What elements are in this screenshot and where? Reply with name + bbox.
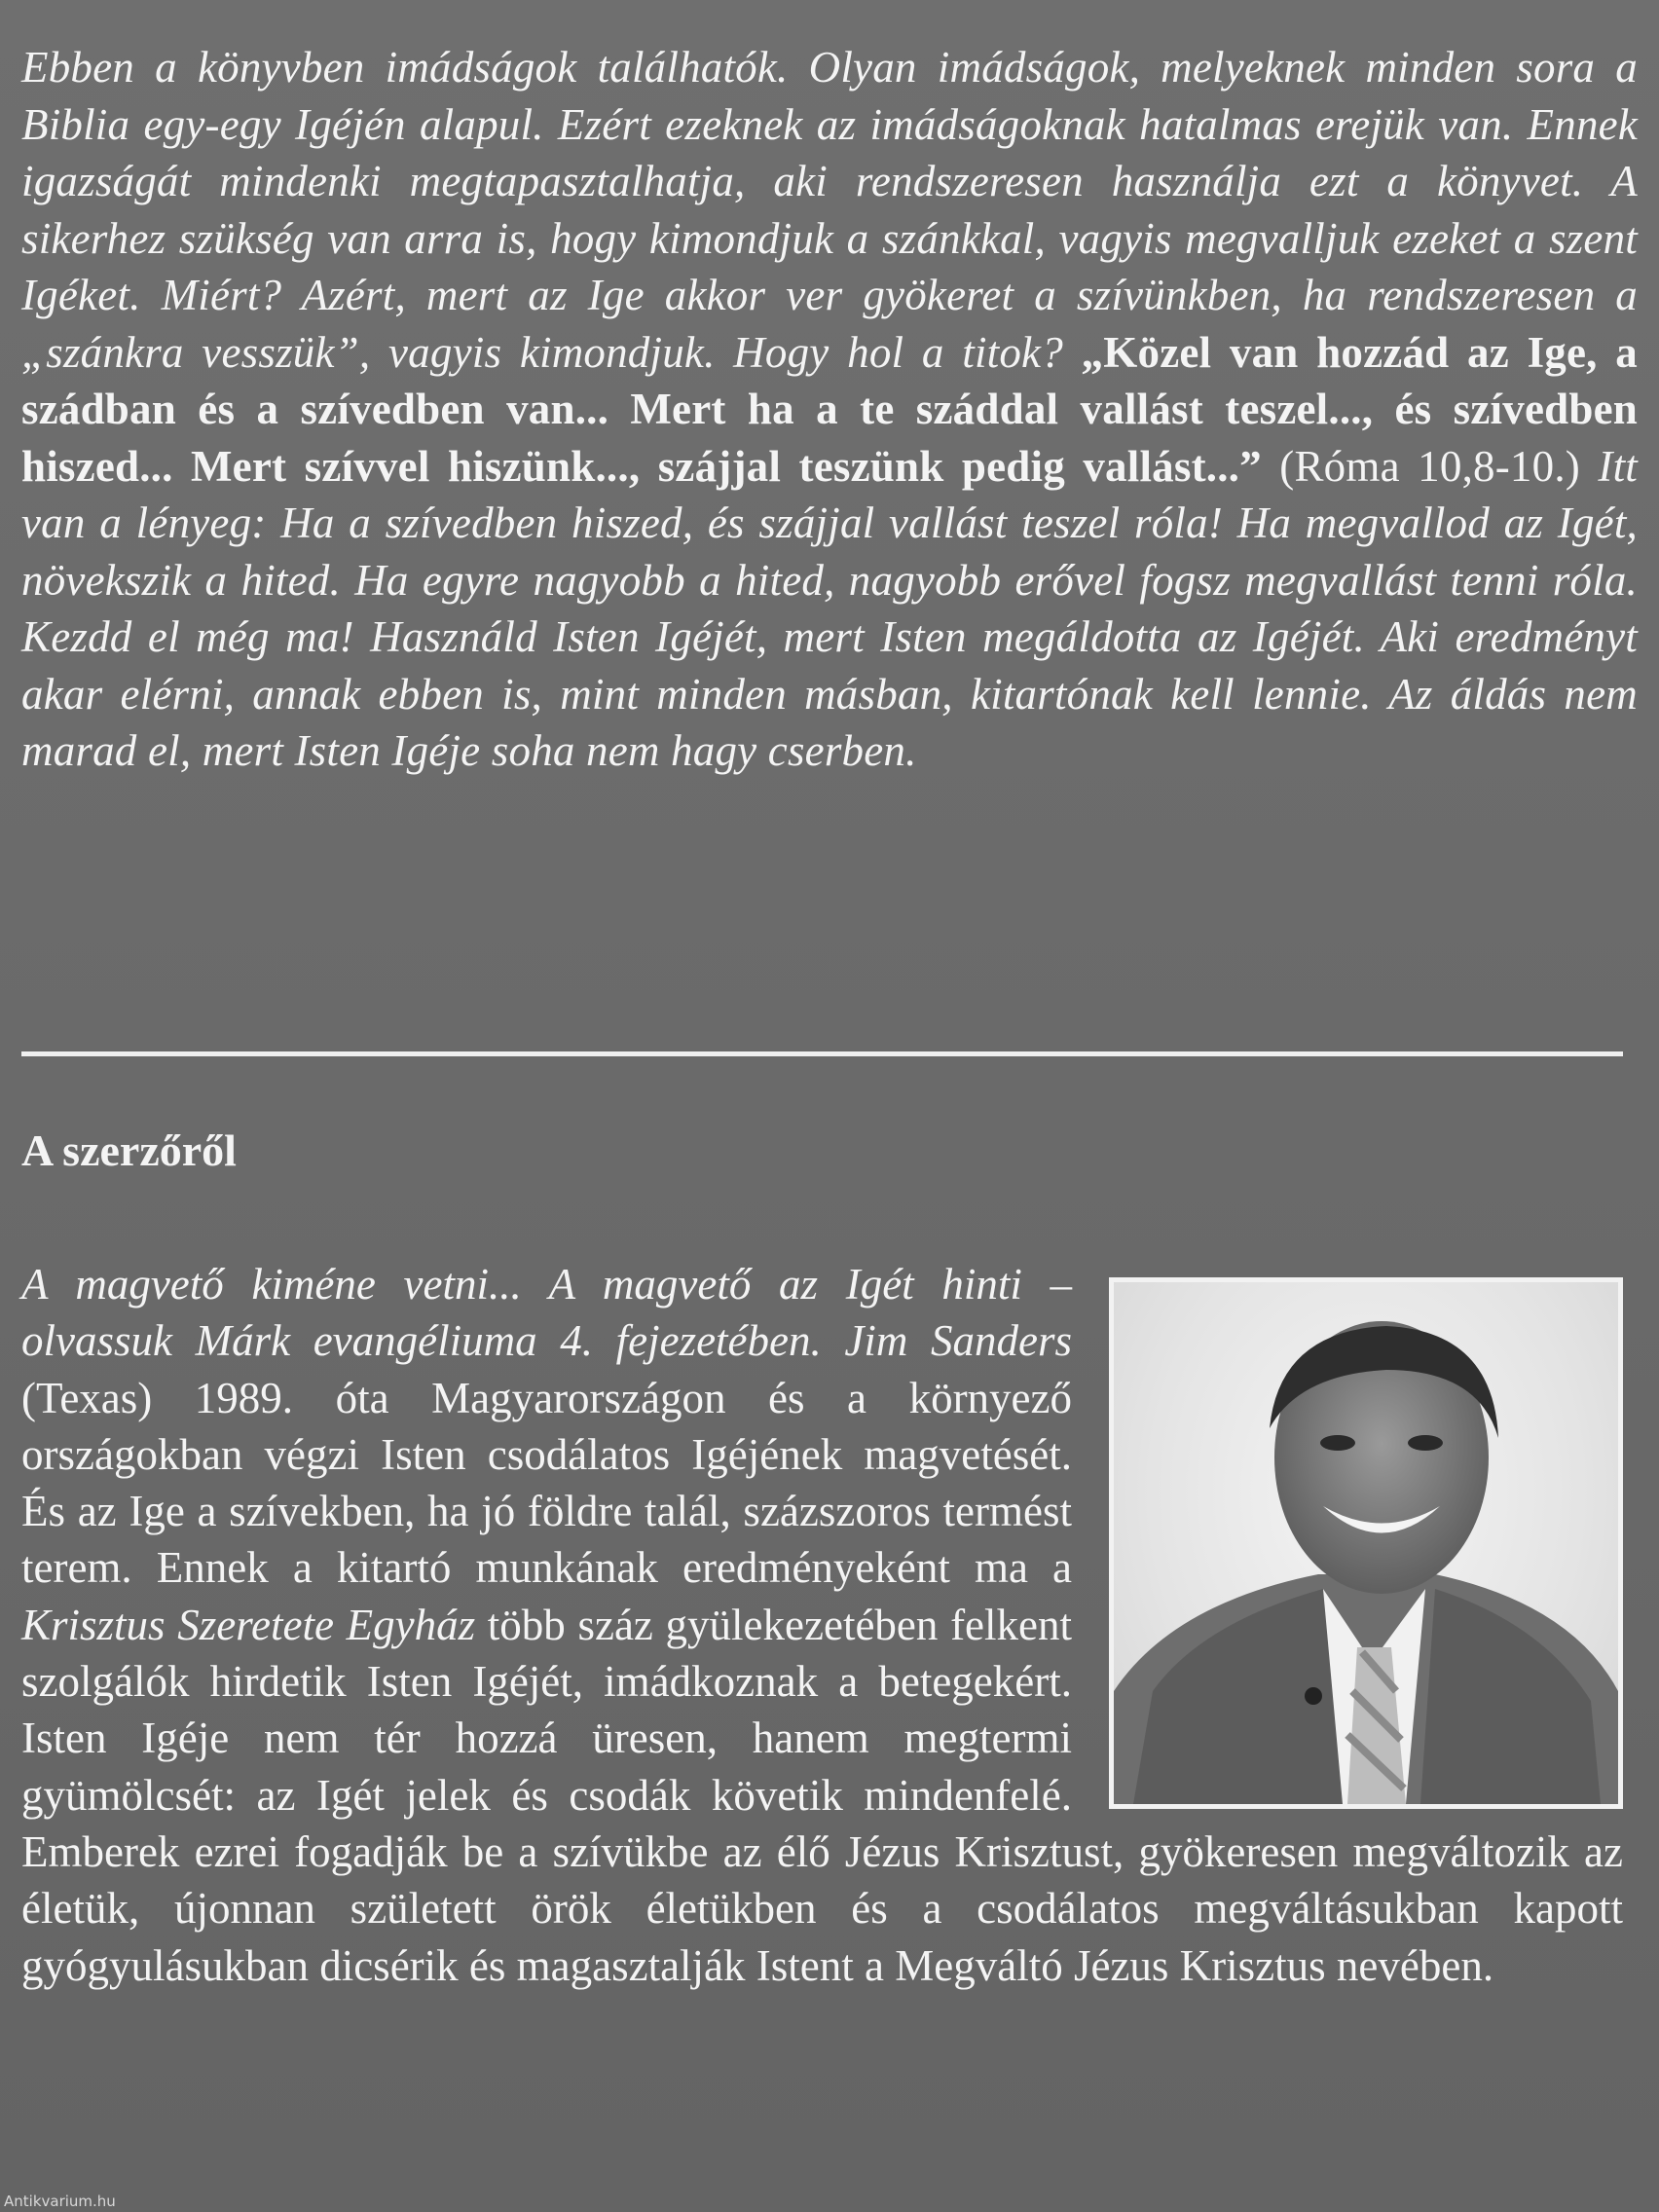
- bible-reference: (Róma 10,8-10.): [1279, 441, 1580, 491]
- section-title: A szerzőről: [21, 1125, 237, 1175]
- author-text-2: több száz gyülekezetében felkent szolgálók hirdetik Isten Igéjét, imádkoznak a betegekért. Isten Igéje nem tér hozzá üresen, hanem megtermi gyümölcsét: az Igét jelek és csodák követik mindenfelé. Emberek ezrei fogadják be a szívükbe az élő Jézus Krisztust, gyökeresen megváltozik az életük, újonnan született örök életükben és a csodálatos megváltásukban kapott gyógyulásukban dicsérik és magasztalják Istent a Megváltó Jézus Krisztus nevében.: [21, 1600, 1623, 1990]
- back-cover: [21, 39, 1639, 1990]
- author-paragraph: [21, 1256, 1623, 1994]
- author-text-1: (Texas) 1989. óta Magyarországon és a környező országokban végzi Isten csodálatos Igéjének magvetését. És az Ige a szívekben, ha jó földre talál, százszoros termést terem. Ennek a kitartó munkának eredményeként ma a: [21, 1373, 1072, 1593]
- bible-quote: „Közel van hozzád az Ige, a szádban és a szívedben van... Mert ha a te száddal vallást teszel..., és szívedben hiszed... Mert szívvel hiszünk..., szájjal teszünk pedig vallást...”: [21, 327, 1638, 491]
- intro-text-1: Ebben a könyvben imádságok találhatók. Olyan imádságok, melyeknek minden sora a Biblia egy-egy Igéjén alapul. Ezért ezeknek az imádságoknak hatalmas erejük van. Ennek igazságát mindenki megtapasztalhatja, aki rendszeresen használja ezt a könyvet. A sikerhez szükség van arra is, hogy kimondjuk a szánkkal, vagyis megvalljuk ezeket a szent Igéket. Miért? Azért, mert az Ige akkor ver gyökeret a szívünkben, ha rendszeresen a „szánkra vesszük”, vagyis kimondjuk. Hogy hol a titok?: [21, 43, 1638, 377]
- divider: [21, 1051, 1623, 1056]
- author-name: Jim Sanders: [844, 1316, 1072, 1366]
- intro-text-2: Itt van a lényeg: Ha a szívedben hiszed, és szájjal vallást teszel róla! Ha megvallod az Igét, növekszik a hited. Ha egyre nagyobb a hited, nagyobb erővel fogsz megvallást tenni róla. Kezdd el még ma! Használd Isten Igéjét, mert Isten megáldotta az Igéjét. Aki eredményt akar elérni, annak ebben is, mint minden másban, kitartónak kell lennie. Az áldás nem marad el, mert Isten Igéje soha nem hagy cserben.: [21, 441, 1639, 775]
- author-portrait-image: [1114, 1282, 1618, 1804]
- church-name: Krisztus Szeretete Egyház: [21, 1600, 476, 1649]
- watermark: Antikvarium.hu: [4, 2193, 116, 2210]
- author-lead: A magvető kiméne vetni... A magvető az Igét hinti – olvassuk Márk evangéliuma 4. fejezetében.: [21, 1260, 1072, 1366]
- intro-paragraph: [21, 39, 1638, 780]
- author-photo: [1109, 1277, 1623, 1809]
